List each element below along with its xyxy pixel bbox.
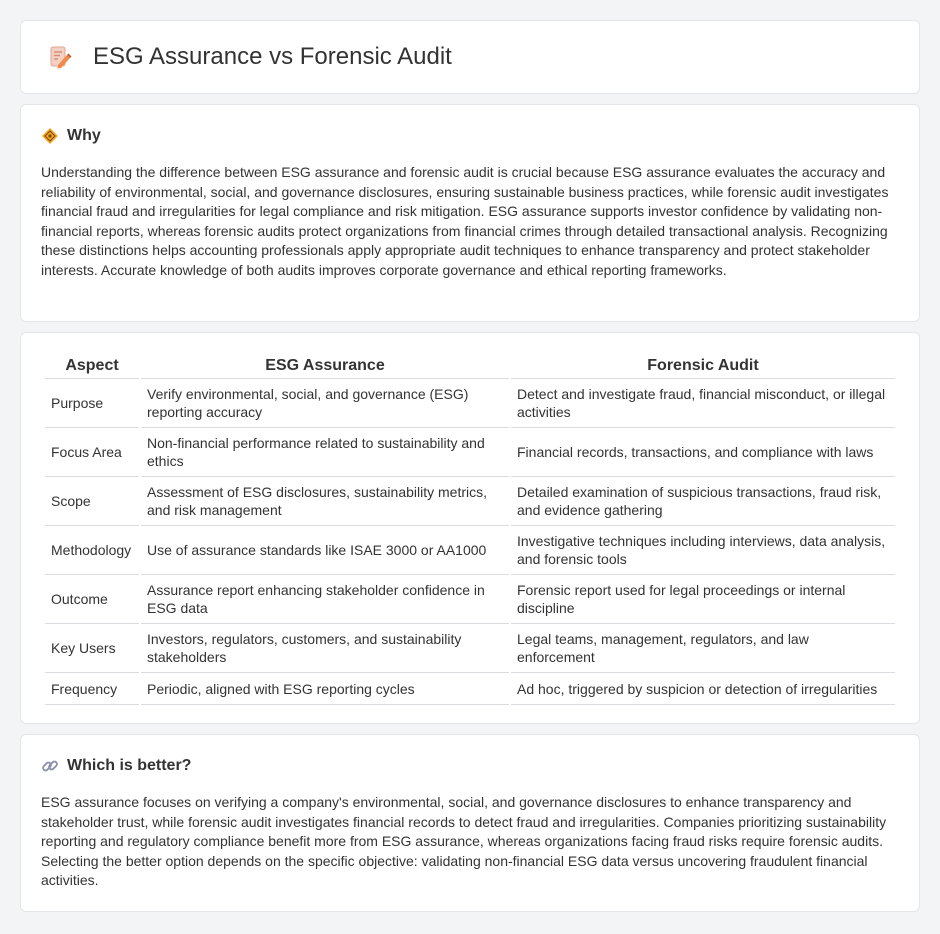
header-esg-assurance: ESG Assurance — [141, 351, 509, 379]
table-row — [45, 379, 895, 428]
table-header-row — [45, 351, 895, 379]
document-pencil-icon — [45, 43, 73, 71]
table-row — [45, 624, 895, 673]
cell-esg: Non-financial performance related to sustainability and ethics — [141, 428, 509, 477]
cell-esg: Investors, regulators, customers, and sustainability stakeholders — [141, 624, 509, 673]
better-text: ESG assurance focuses on verifying a company's environmental, social, and governance disclosures to enhance transparency and stakeholder trust, while forensic audit investigates financial records to detect fraud and irregularities. Companies prioritizing sustainability reporting and regulatory compliance benefit more from ESG assurance, whereas organizations facing fraud risks require forensic audits. Selecting the better option depends on the specific objective: validating non-financial ESG data versus uncovering fraudulent financial activities. — [41, 794, 887, 889]
comparison-table — [43, 351, 897, 705]
cell-esg: Verify environmental, social, and governance (ESG) reporting accuracy — [141, 379, 509, 428]
cell-forensic: Detect and investigate fraud, financial misconduct, or illegal activities — [511, 379, 895, 428]
better-title: Which is better? — [67, 757, 192, 774]
why-heading — [41, 127, 899, 145]
cell-forensic: Forensic report used for legal proceedings or internal discipline — [511, 575, 895, 624]
cell-aspect: Scope — [45, 477, 139, 526]
table-row — [45, 526, 895, 575]
cell-esg: Periodic, aligned with ESG reporting cycles — [141, 673, 509, 705]
header-aspect: Aspect — [45, 351, 139, 379]
cell-aspect: Key Users — [45, 624, 139, 673]
why-text: Understanding the difference between ESG assurance and forensic audit is crucial because ESG assurance evaluates the accuracy and reliability of environmental, social, and governance disclosures, ensuring sustainable business practices, while forensic audit investigates financial fraud and irregularities for legal compliance and risk mitigation. ESG assurance supports investor confidence by validating non-financial reports, whereas forensic audits protect organizations from financial crimes through detailed transactional analysis. Recognizing these distinctions helps accounting professionals apply appropriate audit techniques to enhance transparency and protect stakeholder interests. Accurate knowledge of both audits improves corporate governance and ethical reporting frameworks. — [41, 164, 889, 278]
better-heading — [41, 757, 899, 775]
cell-forensic: Detailed examination of suspicious transactions, fraud risk, and evidence gathering — [511, 477, 895, 526]
cell-esg: Assurance report enhancing stakeholder confidence in ESG data — [141, 575, 509, 624]
header-card — [20, 20, 920, 94]
cell-aspect: Methodology — [45, 526, 139, 575]
table-row — [45, 428, 895, 477]
cell-forensic: Financial records, transactions, and compliance with laws — [511, 428, 895, 477]
cell-forensic: Ad hoc, triggered by suspicion or detection of irregularities — [511, 673, 895, 705]
why-title: Why — [67, 127, 101, 144]
page-title: ESG Assurance vs Forensic Audit — [93, 43, 452, 70]
table-row — [45, 477, 895, 526]
cell-forensic: Legal teams, management, regulators, and law enforcement — [511, 624, 895, 673]
comparison-table-card — [20, 332, 920, 724]
cell-esg: Assessment of ESG disclosures, sustainability metrics, and risk management — [141, 477, 509, 526]
table-row — [45, 575, 895, 624]
cell-esg: Use of assurance standards like ISAE 3000 or AA1000 — [141, 526, 509, 575]
diamond-sign-icon — [41, 127, 59, 145]
which-is-better-section — [20, 734, 920, 912]
cell-aspect: Frequency — [45, 673, 139, 705]
link-icon — [41, 757, 59, 775]
table-row — [45, 673, 895, 705]
cell-aspect: Purpose — [45, 379, 139, 428]
cell-forensic: Investigative techniques including interviews, data analysis, and forensic tools — [511, 526, 895, 575]
cell-aspect: Focus Area — [45, 428, 139, 477]
cell-aspect: Outcome — [45, 575, 139, 624]
why-section — [20, 104, 920, 322]
header-forensic-audit: Forensic Audit — [511, 351, 895, 379]
